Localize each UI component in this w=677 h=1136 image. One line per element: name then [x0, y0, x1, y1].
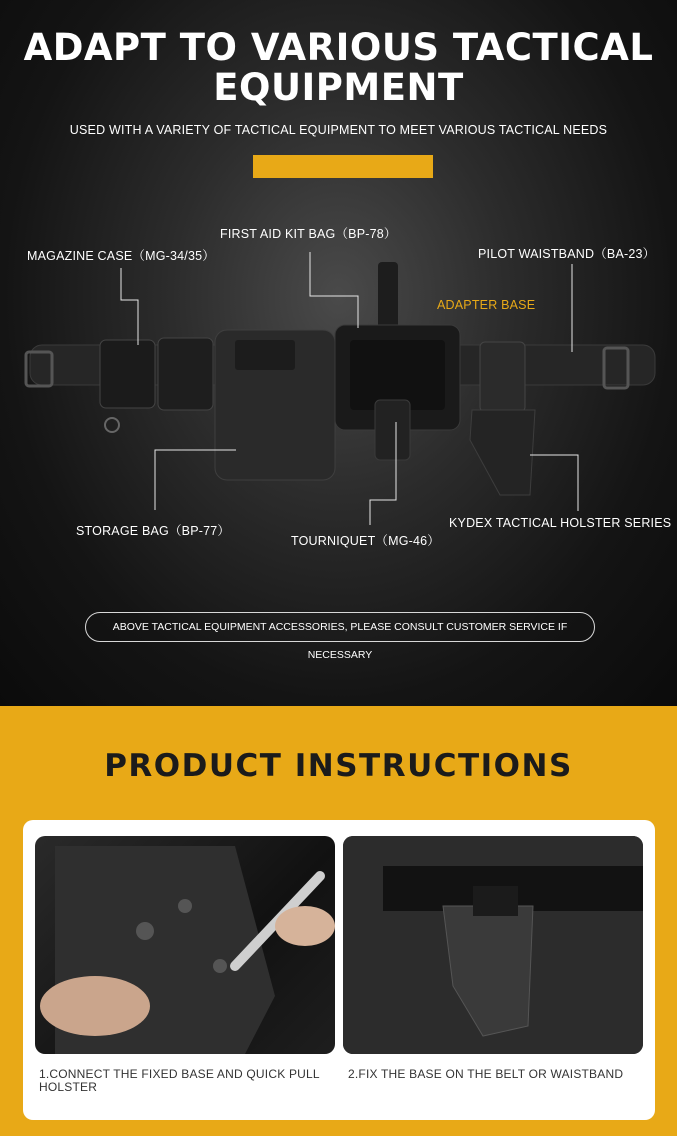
tourniquet: [375, 400, 410, 460]
title-line-2: EQUIPMENT: [213, 66, 464, 109]
callout-magazine-case: MAGAZINE CASE（MG-34/35）: [27, 249, 215, 263]
magazine-case-1: [100, 340, 155, 408]
callout-adapter-base: ADAPTER BASE: [437, 298, 536, 312]
instructions-title: PRODUCT INSTRUCTIONS: [104, 748, 573, 784]
instructions-card: [23, 820, 655, 1120]
page-subtitle: USED WITH A VARIETY OF TACTICAL EQUIPMENT TO MEET VARIOUS TACTICAL NEEDS: [69, 123, 608, 137]
title-line-1: ADAPT TO VARIOUS TACTICAL: [23, 26, 654, 69]
step-2-photo: [343, 836, 643, 1054]
adapter-base: [480, 342, 525, 412]
step-1-caption: 1.CONNECT THE FIXED BASE AND QUICK PULL HOLSTER: [39, 1067, 320, 1094]
callout-kydex-holster: KYDEX TACTICAL HOLSTER SERIES: [449, 516, 672, 530]
notice-banner: ABOVE TACTICAL EQUIPMENT ACCESSORIES, PLEASE CONSULT CUSTOMER SERVICE IF NECESSARY: [85, 612, 595, 642]
step-2-caption: 2.FIX THE BASE ON THE BELT OR WAISTBAND: [348, 1067, 624, 1081]
callout-storage-bag: STORAGE BAG（BP-77）: [76, 524, 231, 538]
callout-pilot-waistband: PILOT WAISTBAND（BA-23）: [478, 247, 656, 261]
instructions-section: [0, 706, 677, 1136]
callout-first-aid: FIRST AID KIT BAG（BP-78）: [220, 227, 397, 241]
step-1-photo: [35, 836, 335, 1054]
callout-tourniquet: TOURNIQUET（MG-46）: [291, 534, 441, 548]
kydex-holster: [470, 410, 535, 495]
magazine-case-2: [158, 338, 213, 410]
